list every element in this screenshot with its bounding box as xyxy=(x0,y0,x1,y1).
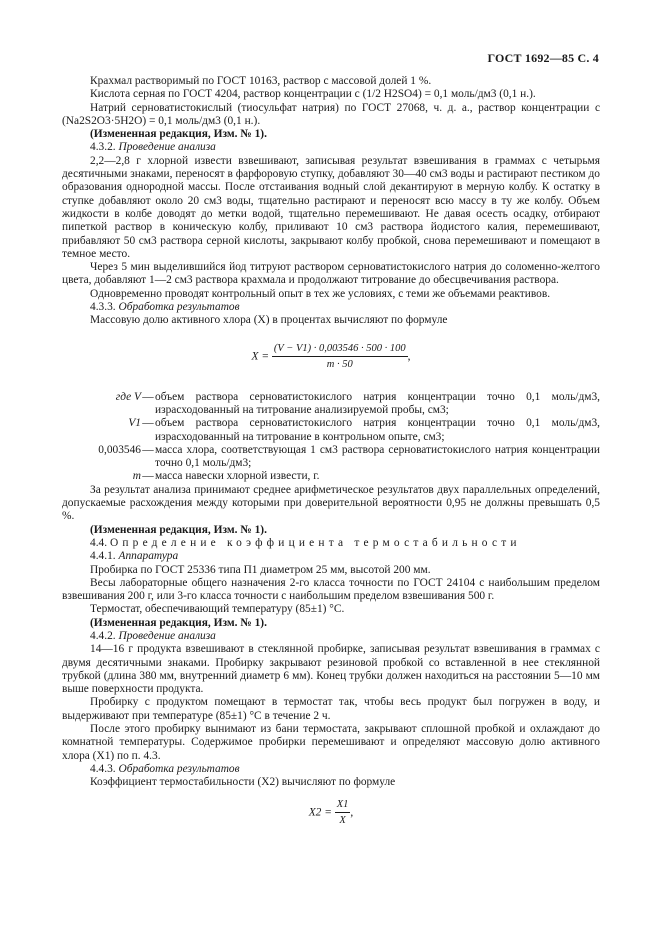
formula-fraction xyxy=(335,798,351,828)
formula-active-chlorine: X = $\frac{(V - V1) \cdot 0,003546 \cdot 500 \cdot 100}{m \cdot 50}$ , xyxy=(251,342,411,370)
paragraph: Крахмал растворимый по ГОСТ 10163, раствор с массовой долей 1 %. xyxy=(90,75,432,87)
paragraph: За результат анализа принимают среднее арифметическое результатов двух параллельных определений, допускаемые расхождения между которыми при доверительной вероятности 0,95 не должны превышать 0,5 %. xyxy=(62,483,600,523)
amendment-note: (Измененная редакция, Изм. № 1). xyxy=(90,523,267,536)
paragraph: Пробирка по ГОСТ 25336 типа П1 диаметром 25 мм, высотой 200 мм. xyxy=(90,563,431,576)
paragraph: Одновременно проводят контрольный опыт в тех же условиях, с теми же объемами реактивов. xyxy=(90,287,551,300)
paragraph: 2,2—2,8 г хлорной извести взвешивают, записывая результат взвешивания в граммах с четырьмя десятичными знаками, переносят в фарфоровую ступку, добавляют 30—40 см3 воды и растирают пестиком до образования однородной массы. После отстаивания водный слой декантируют в мерную колбу. К остатку в ступке добавляют около 20 см3 воды, тщательно растирают и переносят всю массу в ту же колбу. Объем жидкости в колбе доводят до метки водой, тщательно перемешивают. Не давая осесть осадку, отбирают пипеткой раствор в коническую колбу, приливают 10 см3 раствора йодистого калия, перемешивают, прибавляют 50 см3 раствора серной кислоты, закрывают колбу пробкой, снова перемешивают и помещают в темное место. xyxy=(62,154,600,260)
paragraph: После этого пробирку вынимают из бани термостата, закрывают сплошной пробкой и охлаждают до комнатной температуры. Содержимое пробирки перемешивают и определяют массовую долю активного хлора (X1) по п. 4.3. xyxy=(62,723,600,762)
page-header: ГОСТ 1692—85 С. 4 xyxy=(487,51,599,65)
formula-numerator: (V − V1) · 0,003546 · 500 · 100 xyxy=(272,342,408,357)
paragraph: Натрий серноватистокислый (тиосульфат натрия) по ГОСТ 27068, ч. д. а., раствор концентрации c (Na2S2O3·5H2O) = 0,1 моль/дм3 (0,1 н.). xyxy=(62,101,600,127)
amendment-note: (Измененная редакция, Изм. № 1). xyxy=(90,616,267,629)
section-heading: 4.4.3. Обработка результатов xyxy=(90,762,240,775)
formula-numerator: X1 xyxy=(335,798,351,813)
document-body xyxy=(62,75,600,838)
paragraph: Пробирку с продуктом помещают в термостат так, чтобы весь продукт был погружен в воду, и выдерживают при температуре (85±1) °С в течение 2 ч. xyxy=(62,696,600,722)
definition-row: где V — объем раствора серноватистокислого натрия концентрации точно 0,1 моль/дм3, израсходованный на титрование анализируемой пробы, см3; xyxy=(115,390,600,416)
section-heading: 4.4.1. Аппаратура xyxy=(90,550,179,563)
paragraph: 14—16 г продукта взвешивают в стеклянной пробирке, записывая результат взвешивания в граммах с двумя десятичными знаками. Пробирку закрывают резиновой пробкой со вставленной в нее стеклянной трубкой (длина 380 мм, внутренний диаметр 6 мм). Конец трубки должен находиться на расстоянии 5—10 мм выше поверхности продукта. xyxy=(62,643,600,696)
formula-denominator: m · 50 xyxy=(326,358,353,370)
amendment-note: (Измененная редакция, Изм. № 1). xyxy=(90,128,267,141)
definition-row: m — масса навески хлорной извести, г. xyxy=(132,470,320,483)
section-heading: 4.4.2. Проведение анализа xyxy=(90,629,216,642)
paragraph: Весы лабораторные общего назначения 2-го класса точности по ГОСТ 24104 с наибольшим пределом взвешивания 200 г, или 3-го класса точности с наибольшим пределом взвешивания 500 г. xyxy=(62,576,600,603)
paragraph: Через 5 мин выделившийся йод титруют раствором серноватистокислого натрия до соломенно-желтого цвета, добавляют 1—2 см3 раствора крахмала и продолжают титрование до обесцвечивания раствора. xyxy=(62,261,600,287)
section-heading: 4.4. Определение коэффициента термостабильности xyxy=(90,536,521,549)
definition-row: 0,003546 — масса хлора, соответствующая 1 см3 раствора серноватистокислого натрия концентрации точно 0,1 моль/дм3; xyxy=(98,443,600,470)
definition-row: V1 — объем раствора серноватистокислого натрия концентрации точно 0,1 моль/дм3, израсходованный на титрование в контрольном опыте, см3; xyxy=(128,417,600,443)
paragraph: Кислота серная по ГОСТ 4204, раствор концентрации c (1/2 H2SO4) = 0,1 моль/дм3 (0,1 н.). xyxy=(90,88,536,101)
paragraph: Термостат, обеспечивающий температуру (85±1) °С. xyxy=(90,603,345,616)
variable-definitions xyxy=(62,391,600,484)
section-heading: 4.3.2. Проведение анализа xyxy=(90,141,216,154)
paragraph: Массовую долю активного хлора (X) в процентах вычисляют по формуле xyxy=(90,314,448,327)
formula-thermostability: X2 = $\frac{X1}{X}$ , xyxy=(308,798,354,826)
formula-fraction xyxy=(272,342,408,372)
formula-denominator: X xyxy=(339,814,346,826)
paragraph: Коэффициент термостабильности (X2) вычисляют по формуле xyxy=(90,776,396,789)
section-heading: 4.3.3. Обработка результатов xyxy=(90,301,240,314)
